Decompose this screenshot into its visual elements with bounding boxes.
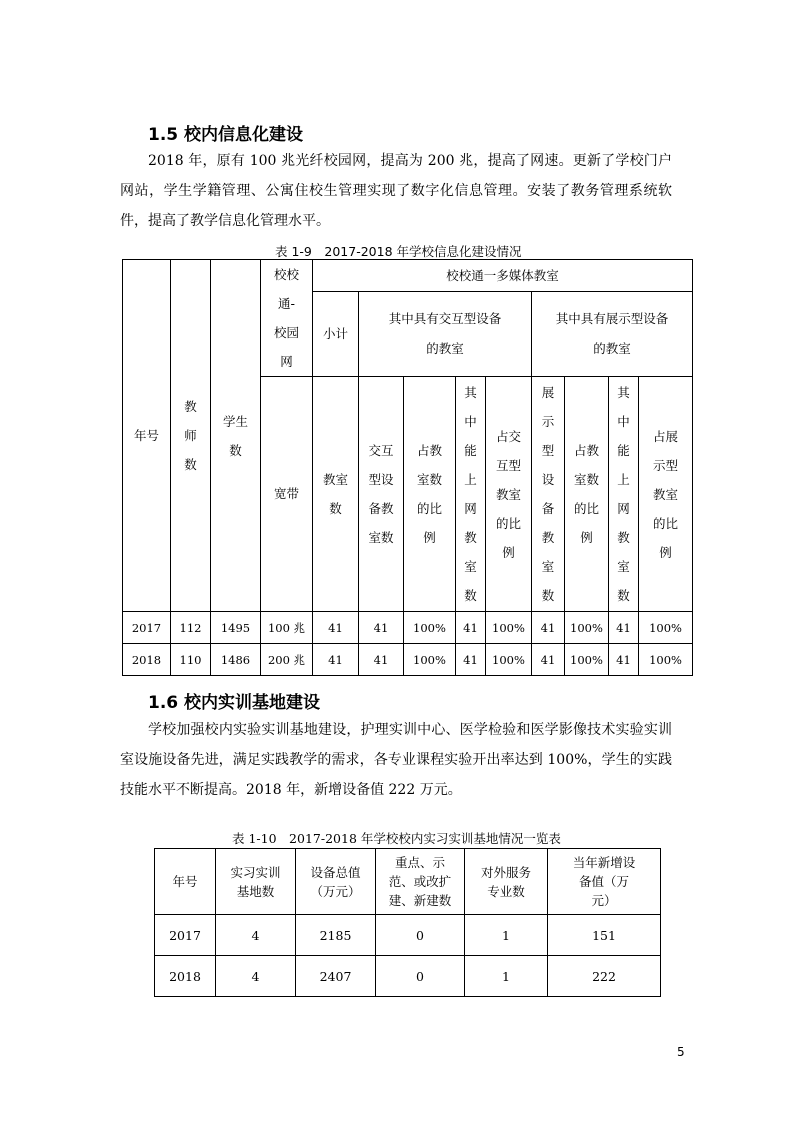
table-cell: 41: [532, 612, 565, 644]
header-bandwidth: 宽带: [261, 377, 313, 612]
table-cell: 41: [456, 612, 486, 644]
table-cell: 2018: [155, 956, 216, 997]
header-teachers: 教师数: [171, 260, 211, 612]
table-cell: 200 兆: [261, 644, 313, 676]
header-students: 学生数: [211, 260, 261, 612]
header-campus-net: 校校通-校园网: [261, 260, 313, 377]
table-row: [155, 915, 661, 956]
header-multimedia: 校校通一多媒体教室: [313, 260, 693, 292]
table-cell: 0: [376, 956, 465, 997]
table-cell: 41: [313, 612, 359, 644]
section-1-5-heading: 1.5 校内信息化建设: [148, 125, 304, 145]
section-1-5-paragraph: 2018 年，原有 100 兆光纤校园网，提高为 200 兆，提高了网速。更新了学校门户网站，学生学籍管理、公寓住校生管理实现了数字化信息管理。安装了教务管理系统软件，提高了教学信息化管理水平。: [120, 153, 672, 229]
section-1-6-heading: 1.6 校内实训基地建设: [148, 693, 321, 713]
header-interactive-share: 占交互型教室的比例: [486, 377, 532, 612]
header-display-group: 其中具有展示型设备的教室: [532, 292, 693, 377]
table-cell: 151: [548, 915, 661, 956]
table-cell: 100%: [639, 612, 693, 644]
table-cell: 100%: [639, 644, 693, 676]
header-display-online: 其中能上网教室数: [609, 377, 639, 612]
table-cell: 41: [359, 612, 404, 644]
header-display-ratio: 占教室数的比例: [565, 377, 609, 612]
table-cell: 222: [548, 956, 661, 997]
table-cell: 100%: [486, 612, 532, 644]
header-display-share: 占展示型教室的比例: [639, 377, 693, 612]
table-cell: 1: [465, 915, 548, 956]
table-cell: 41: [609, 644, 639, 676]
table-cell: 1: [465, 956, 548, 997]
header-interactive-rooms: 交互型设备教室数: [359, 377, 404, 612]
table-cell: 100%: [404, 612, 456, 644]
header-interactive-online: 其中能上网教室数: [456, 377, 486, 612]
table-cell: 41: [609, 612, 639, 644]
table-cell: 2407: [296, 956, 376, 997]
table-cell: 112: [171, 612, 211, 644]
table-cell: 2017: [155, 915, 216, 956]
page-number: 5: [677, 1045, 685, 1059]
header-classrooms: 教室数: [313, 377, 359, 612]
header-subtotal: 小计: [313, 292, 359, 377]
table-1-9-caption: 表 1-9 2017-2018 年学校信息化建设情况: [275, 244, 522, 259]
header-key-demo-new: 重点、示范、或改扩建、新建数: [376, 849, 465, 915]
table-cell: 100%: [565, 612, 609, 644]
header-equipment-value: 设备总值（万元）: [296, 849, 376, 915]
table-cell: 4: [216, 915, 296, 956]
header-display-rooms: 展示型设备教室数: [532, 377, 565, 612]
table-cell: 100%: [565, 644, 609, 676]
header-external-service: 对外服务专业数: [465, 849, 548, 915]
header-base-count: 实习实训基地数: [216, 849, 296, 915]
table-cell: 41: [313, 644, 359, 676]
table-cell: 110: [171, 644, 211, 676]
table-row: [123, 644, 693, 676]
header-interactive-ratio: 占教室数的比例: [404, 377, 456, 612]
table-cell: 2018: [123, 644, 171, 676]
table-1-10-caption: 表 1-10 2017-2018 年学校校内实习实训基地情况一览表: [232, 831, 561, 846]
table-cell: 0: [376, 915, 465, 956]
table-1-10: [154, 848, 661, 997]
header-new-equipment: 当年新增设备值（万元）: [548, 849, 661, 915]
header-year: 年号: [123, 260, 171, 612]
table-cell: 1495: [211, 612, 261, 644]
table-row: [155, 956, 661, 997]
table-cell: 41: [532, 644, 565, 676]
table-cell: 100%: [486, 644, 532, 676]
table-row: [123, 612, 693, 644]
table-cell: 100 兆: [261, 612, 313, 644]
section-1-6-paragraph: 学校加强校内实验实训基地建设，护理实训中心、医学检验和医学影像技术实验实训室设施设备先进，满足实践教学的需求，各专业课程实验开出率达到 100%，学生的实践技能水平不断提高。2018 年，新增设备值 222 万元。: [120, 722, 672, 798]
header-interactive-group: 其中具有交互型设备的教室: [359, 292, 532, 377]
table-cell: 1486: [211, 644, 261, 676]
table-cell: 100%: [404, 644, 456, 676]
table-cell: 4: [216, 956, 296, 997]
table-cell: 41: [359, 644, 404, 676]
table-cell: 2017: [123, 612, 171, 644]
header-year: 年号: [155, 849, 216, 915]
table-cell: 41: [456, 644, 486, 676]
table-1-9: [122, 259, 693, 676]
table-cell: 2185: [296, 915, 376, 956]
